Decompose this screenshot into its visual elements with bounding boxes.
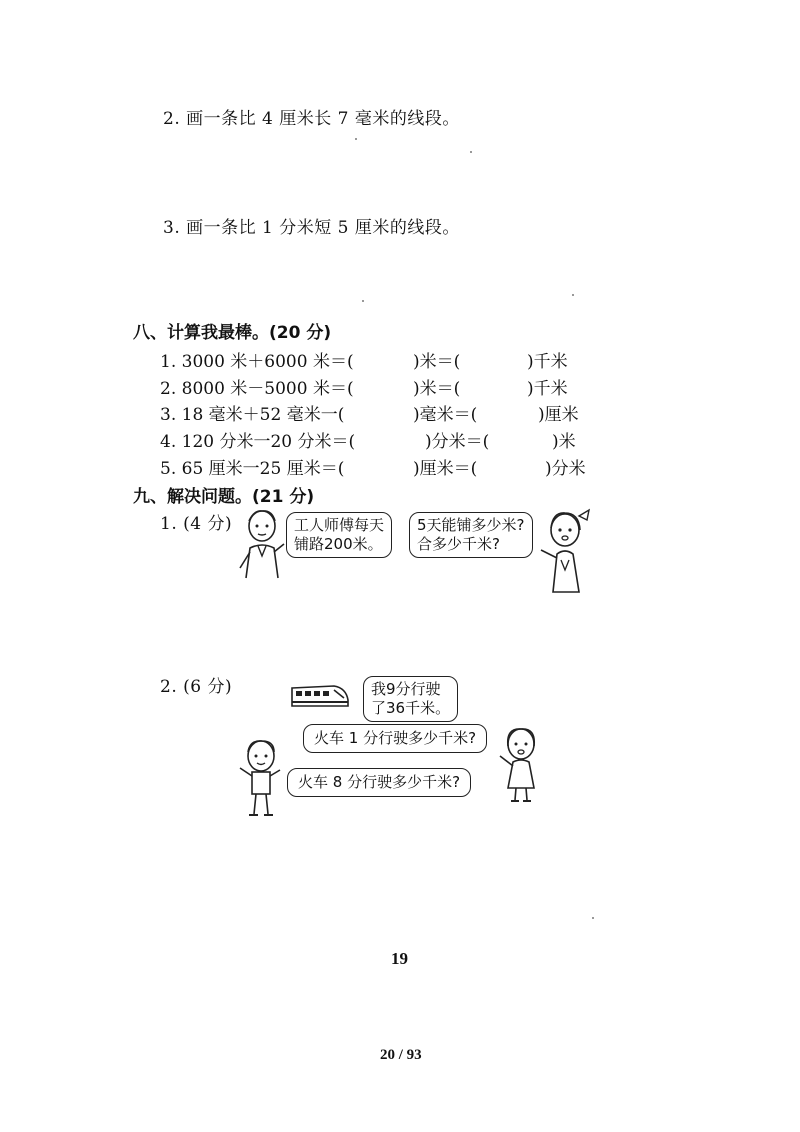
calc-row-3-mid: )毫米＝( — [413, 405, 478, 425]
calc-row-3-end: )厘米 — [538, 405, 579, 425]
bubble-line: 铺路200米。 — [294, 535, 383, 553]
question-7-3: 3. 画一条比 1 分米短 5 厘米的线段。 — [163, 218, 460, 238]
girl-illustration — [535, 508, 595, 594]
scan-speck — [470, 151, 472, 153]
speech-bubble-question — [409, 512, 533, 558]
page-number: 19 — [391, 949, 408, 968]
calc-row-2-end: )千米 — [527, 379, 568, 399]
scan-speck — [592, 917, 594, 919]
section-9-title: 九、解决问题。(21 分) — [133, 487, 315, 507]
calc-row-5-end: )分米 — [545, 459, 586, 479]
section-8-title: 八、计算我最棒。(20 分) — [133, 323, 332, 343]
bubble-line: 我9分行驶 — [371, 680, 441, 698]
boy-illustration — [236, 738, 286, 818]
train-icon — [290, 680, 350, 710]
problem-2-label: 2. (6 分) — [160, 677, 233, 697]
speech-bubble-question-1: 火车 1 分行驶多少千米? — [303, 724, 487, 753]
bubble-line: 合多少千米? — [417, 535, 500, 553]
worker-illustration — [232, 508, 292, 580]
calc-row-4-expr: 4. 120 分米一20 分米＝( — [160, 432, 356, 452]
calc-row-1-end: )千米 — [527, 352, 568, 372]
calc-row-1-mid: )米＝( — [413, 352, 461, 372]
calc-row-3-expr: 3. 18 毫米＋52 毫米一( — [160, 405, 345, 425]
speech-bubble-train — [363, 676, 458, 722]
calc-row-1-expr: 1. 3000 米＋6000 米＝( — [160, 352, 354, 372]
scan-speck — [355, 138, 357, 140]
girl-illustration-2 — [496, 726, 546, 804]
calc-row-2-mid: )米＝( — [413, 379, 461, 399]
bubble-line: 了36千米。 — [371, 699, 451, 717]
speech-bubble-worker — [286, 512, 392, 558]
scan-speck — [572, 294, 574, 296]
calc-row-2-expr: 2. 8000 米－5000 米＝( — [160, 379, 354, 399]
bubble-line: 5天能铺多少米? — [417, 516, 525, 534]
page-footer: 20 / 93 — [380, 1047, 422, 1063]
speech-bubble-question-2: 火车 8 分行驶多少千米? — [287, 768, 471, 797]
question-7-2: 2. 画一条比 4 厘米长 7 毫米的线段。 — [163, 109, 460, 129]
scan-speck — [362, 300, 364, 302]
calc-row-5-expr: 5. 65 厘米一25 厘米＝( — [160, 459, 345, 479]
bubble-line: 工人师傅每天 — [294, 516, 385, 534]
calc-row-4-mid: )分米＝( — [425, 432, 490, 452]
calc-row-5-mid: )厘米＝( — [413, 459, 478, 479]
calc-row-4-end: )米 — [552, 432, 576, 452]
problem-1-label: 1. (4 分) — [160, 514, 233, 534]
